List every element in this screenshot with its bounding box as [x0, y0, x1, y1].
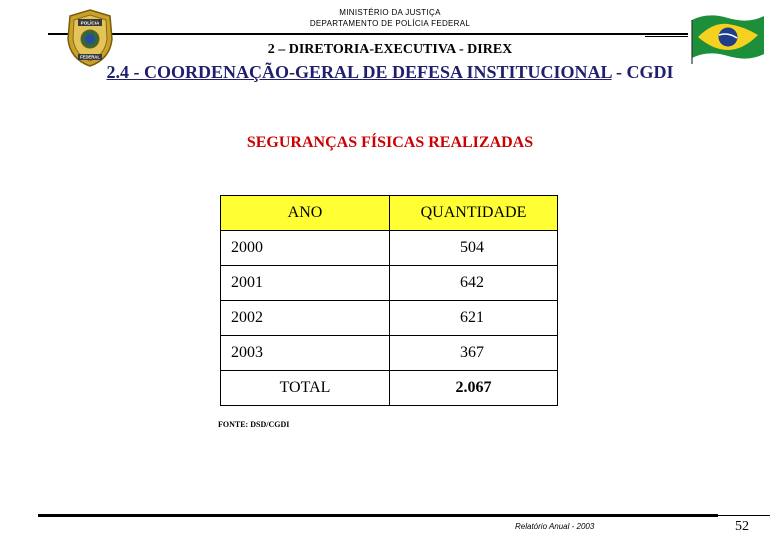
section-title: 2 – DIRETORIA-EXECUTIVA - DIREX	[267, 42, 513, 57]
quantity-cell: 621	[390, 301, 558, 336]
page-title-main: 2.4 - COORDENAÇÃO-GERAL DE DEFESA INSTITUCIONAL	[106, 62, 612, 82]
table-header-row	[221, 196, 558, 231]
quantity-cell: 504	[390, 231, 558, 266]
total-row	[221, 371, 558, 406]
footer-rule-thin	[718, 515, 770, 516]
ministry-label: MINISTÉRIO DA JUSTIÇA	[339, 8, 441, 17]
source-note: FONTE: DSD/CGDI	[218, 420, 290, 429]
footer-rule	[38, 514, 718, 517]
header-rule-short	[645, 36, 688, 37]
department-label: DEPARTAMENTO DE POLÍCIA FEDERAL	[309, 19, 471, 28]
quantity-cell: 367	[390, 336, 558, 371]
year-cell: 2000	[221, 231, 390, 266]
year-cell: 2001	[221, 266, 390, 301]
quantity-cell: 642	[390, 266, 558, 301]
page-title-suffix: - CGDI	[611, 62, 674, 82]
police-badge-icon	[66, 9, 114, 67]
table-row	[221, 301, 558, 336]
total-value: 2.067	[390, 371, 558, 406]
page-number: 52	[735, 519, 749, 534]
year-cell: 2002	[221, 301, 390, 336]
badge-bottom-text: FEDERAL	[80, 54, 100, 60]
table-title: SEGURANÇAS FÍSICAS REALIZADAS	[246, 134, 534, 151]
table-row	[221, 266, 558, 301]
total-label: TOTAL	[221, 371, 390, 406]
badge-top-text: POLÍCIA	[80, 20, 100, 26]
column-header-year: ANO	[221, 196, 390, 231]
security-table	[220, 195, 558, 406]
table-row	[221, 336, 558, 371]
header-rule	[48, 33, 688, 35]
year-cell: 2003	[221, 336, 390, 371]
page-title	[0, 62, 780, 83]
report-label: Relatório Anual - 2003	[515, 522, 595, 531]
table-row	[221, 231, 558, 266]
column-header-quantity: QUANTIDADE	[390, 196, 558, 231]
